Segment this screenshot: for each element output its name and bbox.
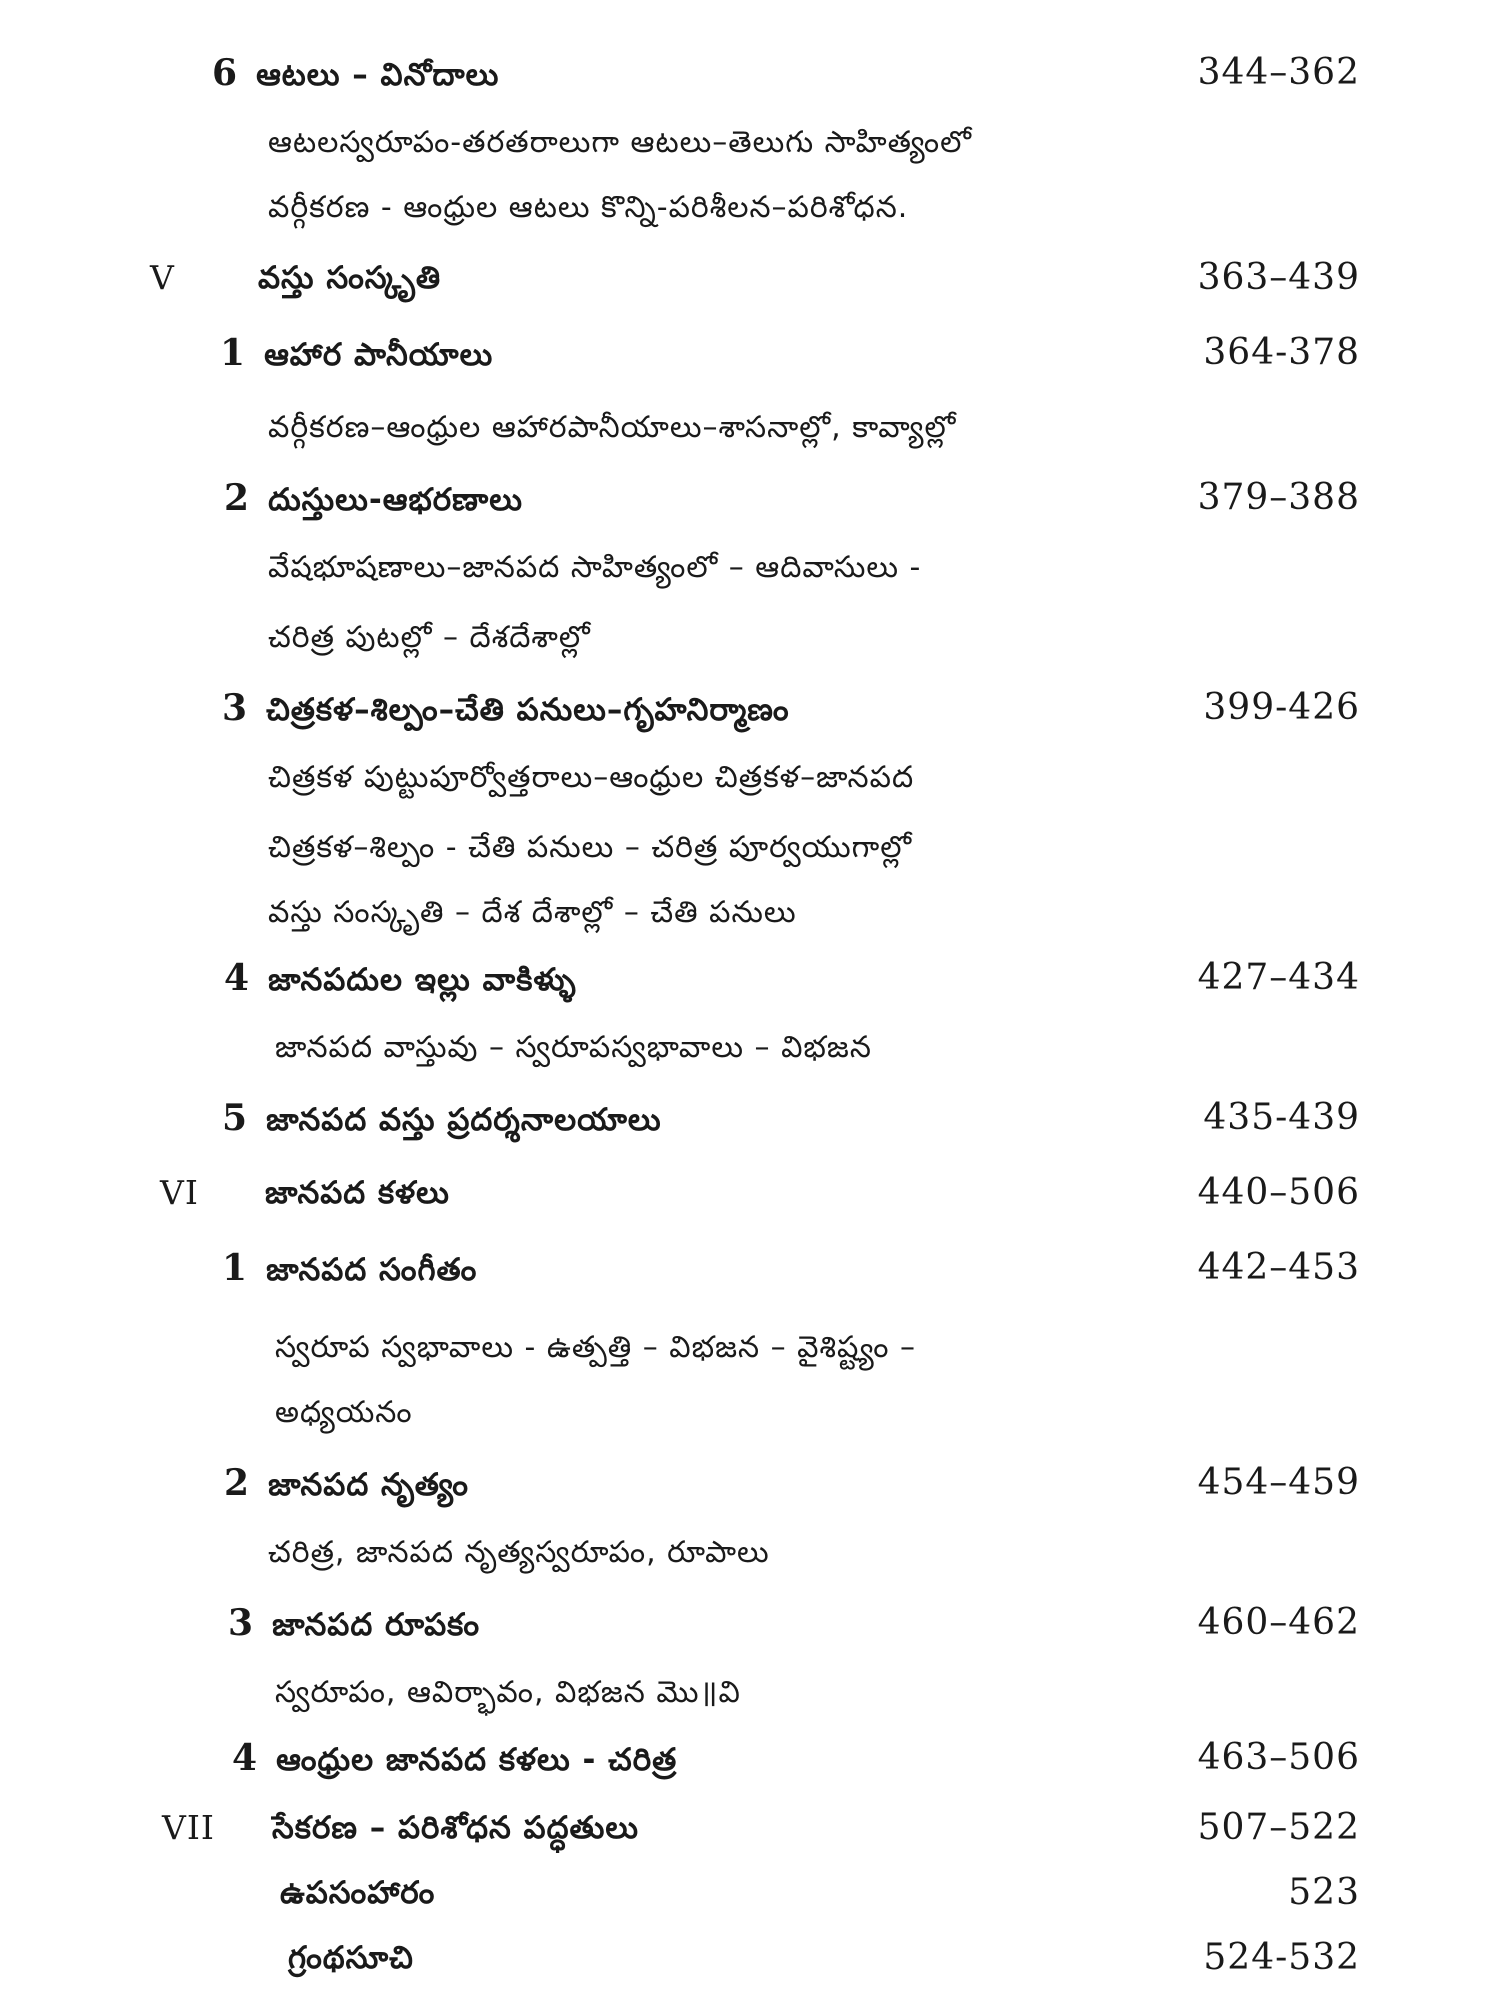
toc-entry — [0, 675, 1500, 741]
toc-entry — [0, 1860, 1500, 1926]
toc-entry — [0, 1235, 1500, 1301]
entry-title-text: జానపద రూపకం — [272, 1607, 481, 1643]
entry-title: జానపద కళలు — [265, 1175, 450, 1211]
toc-entry — [0, 1450, 1500, 1516]
entry-description — [0, 880, 1500, 946]
entry-pages: 379–388 — [1197, 477, 1360, 518]
entry-pages: 363–439 — [1197, 257, 1360, 298]
entry-pages: 454–459 — [1197, 1462, 1360, 1503]
entry-number: 4 — [232, 1737, 259, 1779]
toc-entry — [0, 40, 1500, 106]
section-numeral: VI — [160, 1173, 199, 1212]
description-text: జానపద వాస్తువు – స్వరూపస్వభావాలు – విభజన — [275, 1030, 872, 1065]
description-text: చరిత్ర పుటల్లో – దేశదేశాల్లో — [268, 620, 591, 655]
entry-description — [0, 395, 1500, 461]
description-text: వేషభూషణాలు–జానపద సాహిత్యంలో – ఆదివాసులు - — [268, 550, 922, 585]
entry-description — [0, 110, 1500, 176]
entry-title — [232, 1725, 677, 1793]
entry-title-text: దుస్తులు-ఆభరణాలు — [268, 482, 523, 518]
entry-title-text: జానపద వస్తు ప్రదర్శనాలయాలు — [266, 1102, 662, 1138]
entry-title — [220, 320, 493, 388]
toc-section — [0, 1795, 1500, 1861]
entry-title — [222, 1235, 477, 1303]
entry-number: 1 — [222, 1247, 249, 1289]
toc-entry — [0, 1085, 1500, 1151]
entry-title: గ్రంథసూచి — [288, 1940, 414, 1976]
entry-pages: 440–506 — [1197, 1172, 1360, 1213]
entry-title — [224, 465, 523, 533]
section-numeral: VII — [162, 1808, 215, 1847]
entry-number: 3 — [228, 1602, 255, 1644]
entry-description — [0, 1315, 1500, 1381]
entry-title-text: ఆంధ్రుల జానపద కళలు - చరిత్ర — [276, 1742, 678, 1778]
toc-entry — [0, 1925, 1500, 1991]
entry-title — [222, 1085, 662, 1153]
entry-title: సేకరణ – పరిశోధన పద్ధతులు — [272, 1810, 640, 1846]
entry-title-text: జానపద నృత్యం — [268, 1467, 469, 1503]
entry-number: 2 — [224, 477, 251, 519]
entry-description — [0, 1660, 1500, 1726]
description-text: చిత్రకళ పుట్టుపూర్వోత్తరాలు–ఆంధ్రుల చిత్రకళ–జానపద — [268, 760, 915, 795]
entry-description — [0, 605, 1500, 671]
entry-description — [0, 175, 1500, 241]
entry-pages: 507–522 — [1197, 1807, 1360, 1848]
description-text: చిత్రకళ–శిల్పం - చేతి పనులు – చరిత్ర పూర్వయుగాల్లో — [268, 830, 913, 865]
description-text: స్వరూపం, ఆవిర్భావం, విభజన మొ॥వి — [275, 1675, 741, 1710]
entry-pages: 442–453 — [1197, 1247, 1360, 1288]
toc-entry — [0, 1590, 1500, 1656]
toc-entry — [0, 465, 1500, 531]
description-text: అధ్యయనం — [275, 1395, 413, 1430]
entry-pages: 427–434 — [1197, 957, 1360, 998]
entry-title — [228, 1590, 480, 1658]
entry-title — [224, 945, 577, 1013]
description-text: వర్గీకరణ - ఆంధ్రుల ఆటలు కొన్ని-పరిశీలన–పరిశోధన. — [268, 190, 909, 225]
entry-description — [0, 1380, 1500, 1446]
entry-title-text: జానపదుల ఇల్లు వాకిళ్ళు — [268, 962, 577, 998]
entry-title — [224, 1450, 469, 1518]
section-numeral: V — [150, 258, 175, 297]
description-text: స్వరూప స్వభావాలు - ఉత్పత్తి – విభజన – వైశిష్ట్యం – — [275, 1330, 916, 1365]
description-text: ఆటలస్వరూపం-తరతరాలుగా ఆటలు–తెలుగు సాహిత్యంలో — [268, 125, 972, 160]
entry-title-text: చిత్రకళ–శిల్పం–చేతి పనులు–గృహనిర్మాణం — [266, 692, 790, 728]
entry-description — [0, 1015, 1500, 1081]
entry-title: ఉపసంహారం — [280, 1875, 436, 1911]
entry-pages: 460–462 — [1197, 1602, 1360, 1643]
entry-number: 1 — [220, 332, 247, 374]
toc-entry — [0, 945, 1500, 1011]
entry-pages: 399-426 — [1203, 687, 1360, 728]
entry-title — [222, 675, 790, 743]
entry-title-text: ఆహార పానీయాలు — [264, 337, 494, 373]
entry-title — [212, 40, 499, 108]
toc-section — [0, 245, 1500, 311]
entry-pages: 435-439 — [1203, 1097, 1360, 1138]
entry-pages: 344–362 — [1197, 52, 1360, 93]
entry-description — [0, 815, 1500, 881]
entry-description — [0, 1520, 1500, 1586]
entry-pages: 463–506 — [1197, 1737, 1360, 1778]
entry-description — [0, 745, 1500, 811]
toc-entry — [0, 1725, 1500, 1791]
entry-number: 3 — [222, 687, 249, 729]
entry-pages: 524-532 — [1203, 1937, 1360, 1978]
description-text: వర్గీకరణ–ఆంధ్రుల ఆహారపానీయాలు–శాసనాల్లో, కావ్యాల్లో — [268, 410, 957, 445]
entry-number: 6 — [212, 52, 239, 94]
description-text: చరిత్ర, జానపద నృత్యస్వరూపం, రూపాలు — [268, 1535, 770, 1570]
entry-pages: 523 — [1288, 1872, 1360, 1913]
entry-description — [0, 535, 1500, 601]
entry-title: వస్తు సంస్కృతి — [258, 260, 442, 296]
entry-number: 2 — [224, 1462, 251, 1504]
toc-entry — [0, 320, 1500, 386]
entry-number: 4 — [224, 957, 251, 999]
toc-section — [0, 1160, 1500, 1226]
description-text: వస్తు సంస్కృతి – దేశ దేశాల్లో – చేతి పనులు — [268, 895, 797, 930]
entry-title-text: జానపద సంగీతం — [266, 1252, 478, 1288]
entry-title-text: ఆటలు – వినోదాలు — [256, 57, 500, 93]
entry-pages: 364-378 — [1203, 332, 1360, 373]
entry-number: 5 — [222, 1097, 249, 1139]
